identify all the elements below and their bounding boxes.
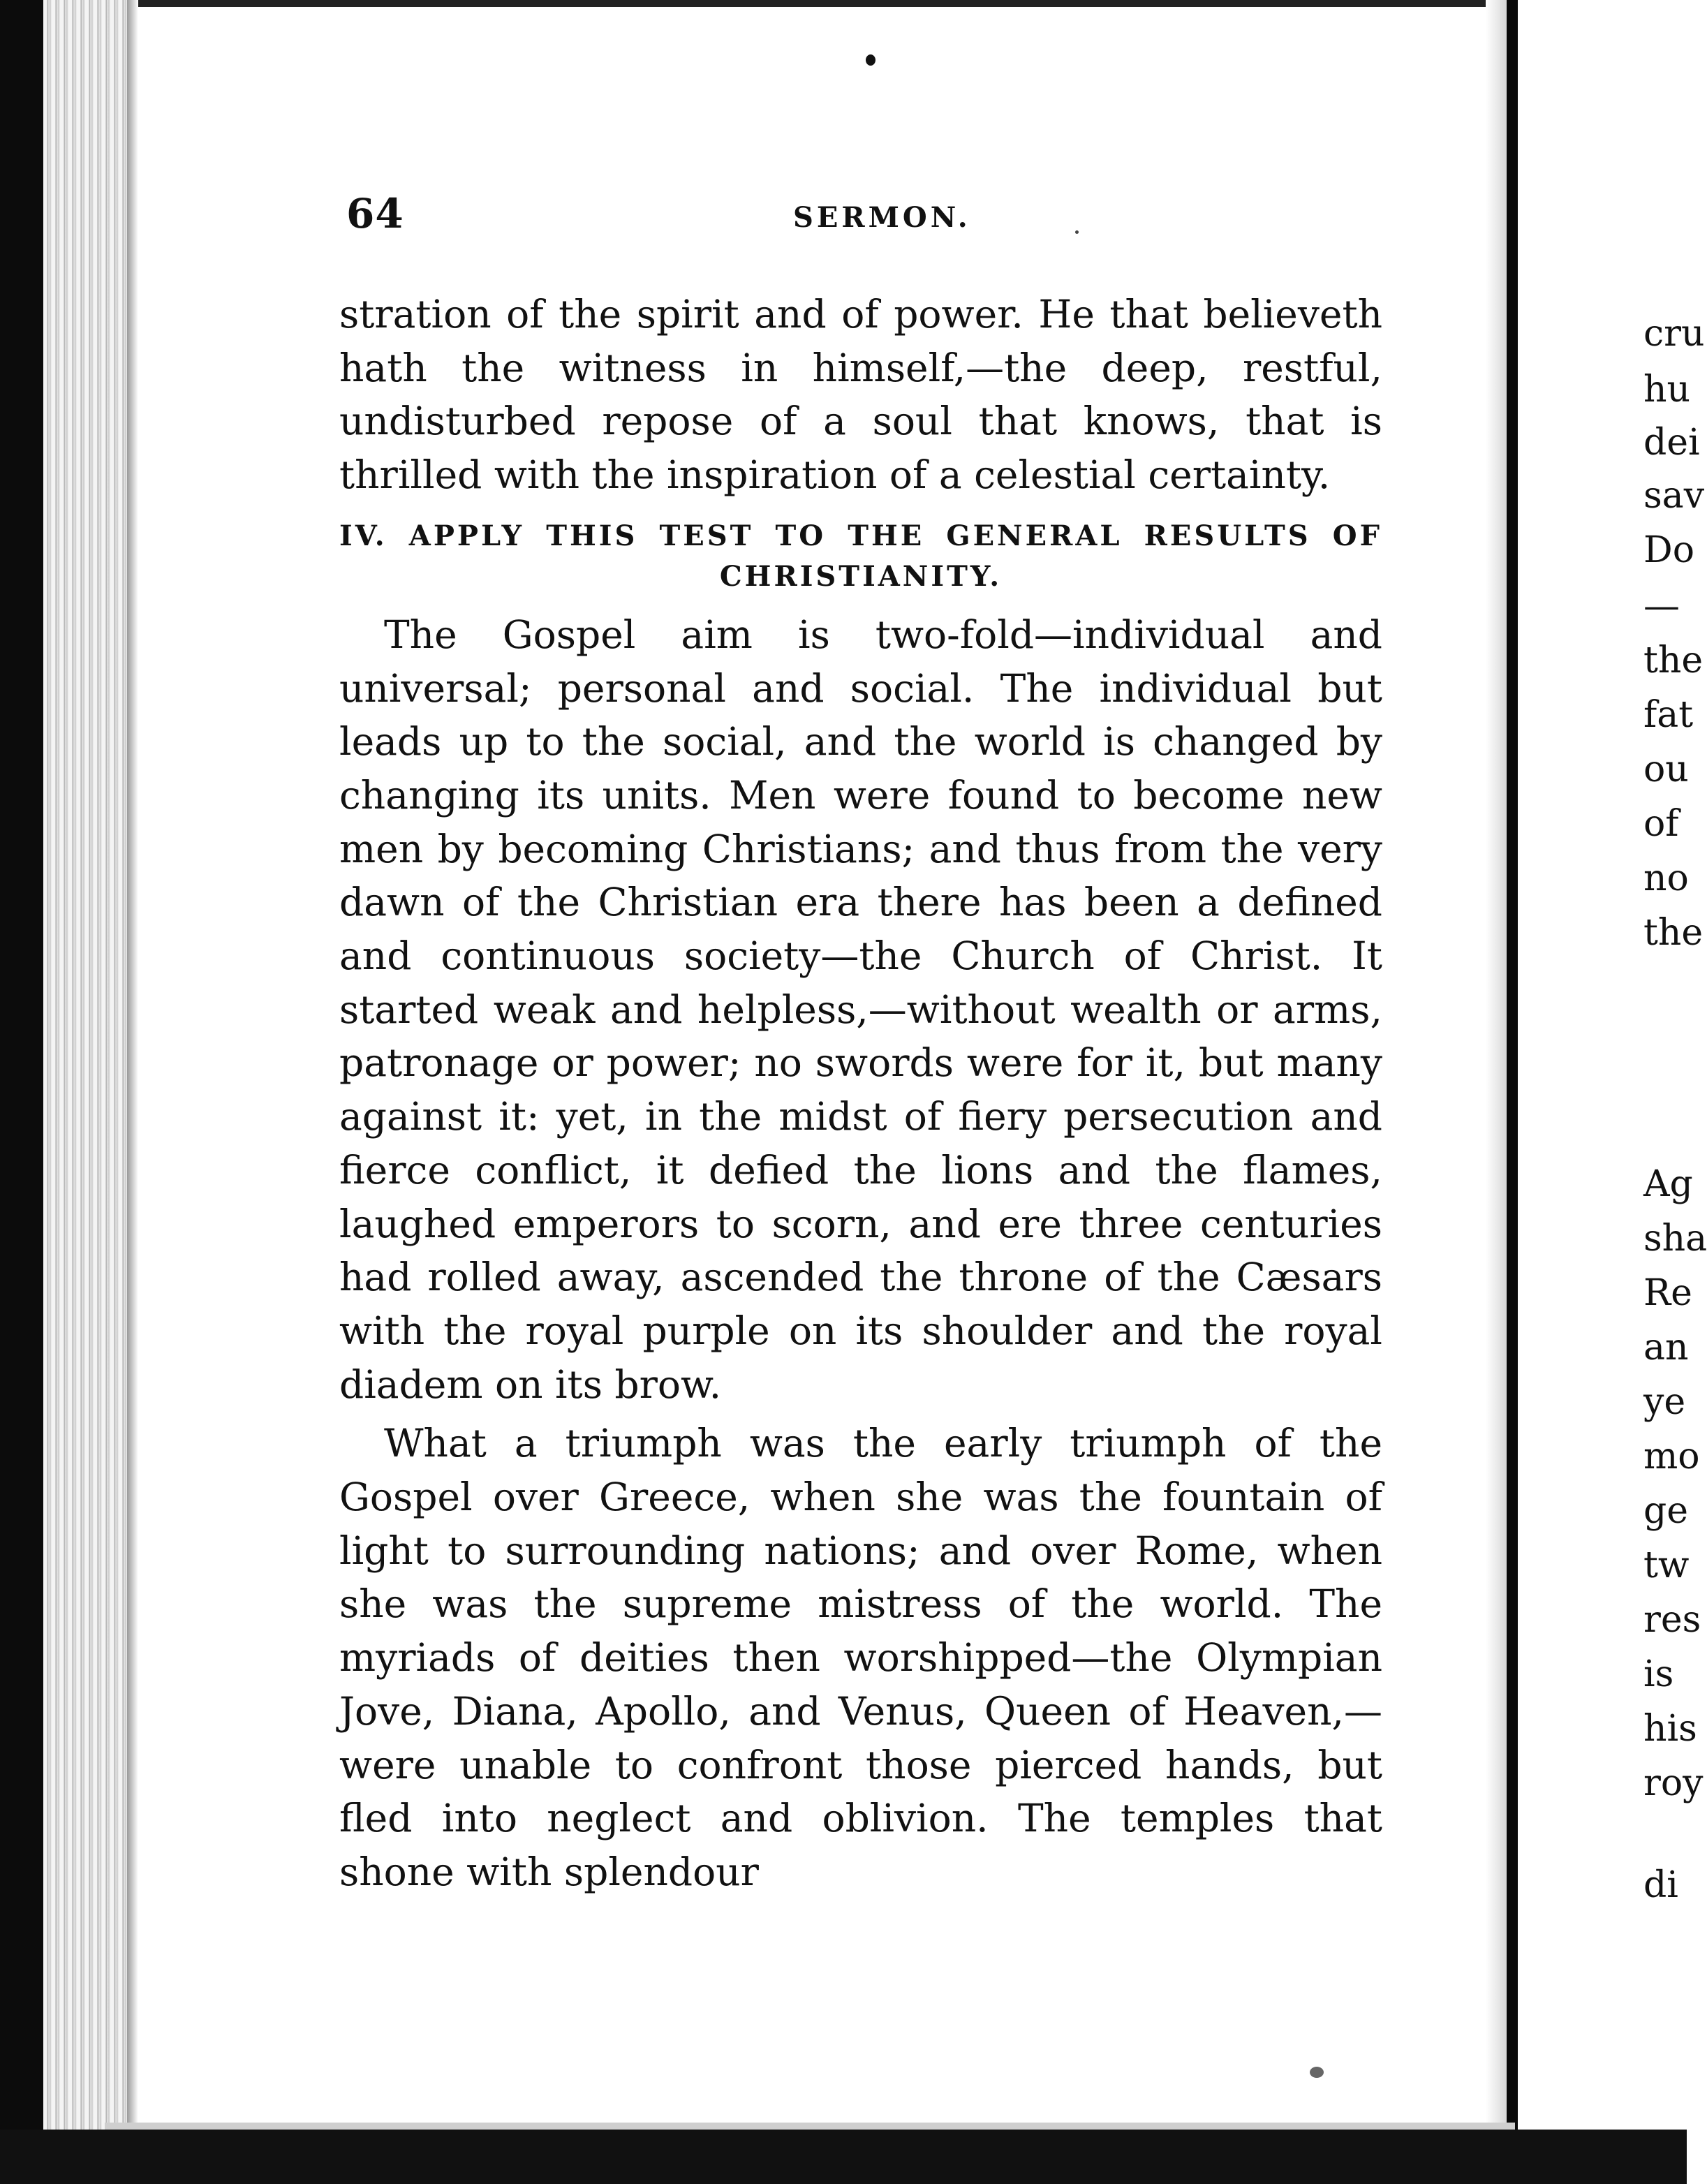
ink-speck bbox=[1075, 230, 1079, 234]
facing-page-fragment: no bbox=[1643, 857, 1689, 899]
facing-page-fragment: — bbox=[1643, 585, 1680, 627]
book-gutter bbox=[1507, 0, 1518, 2137]
facing-page-fragment: Do bbox=[1643, 529, 1694, 571]
facing-page-fragment: is bbox=[1643, 1653, 1674, 1695]
facing-page-fragment: Re bbox=[1643, 1272, 1692, 1314]
facing-page-fragment: tw bbox=[1643, 1544, 1690, 1586]
paragraph: What a triumph was the early triumph of the Gospel over Greece, when she was the fountain of light to surrounding nations; and over Rome, when she was the supreme mistress of the world. The myriads of deities then worshipped—the Olympian Jove, Diana, Apollo, and Venus, Queen of Heaven,—were unable to confront those pierced hands, but fled into neglect and oblivion. The temples that shone with splendour bbox=[339, 1421, 1382, 1894]
section-heading bbox=[339, 516, 1382, 597]
facing-page-fragment: dei bbox=[1643, 422, 1700, 464]
facing-page-fragment: Ag bbox=[1643, 1163, 1693, 1205]
facing-page-fragment: fat bbox=[1643, 694, 1694, 736]
facing-page-fragment: sha bbox=[1643, 1218, 1707, 1260]
facing-page-fragment: sav bbox=[1643, 475, 1705, 517]
gutter-shadow bbox=[1486, 0, 1507, 2137]
opening-paragraph: stration of the spirit and of power. He that believeth hath the witness in himself,—the deep, restful, undisturbed repose of a soul that knows, that is thrilled with the inspiration of a celestial certainty. bbox=[339, 292, 1382, 498]
page-edge-shadow bbox=[127, 0, 138, 2137]
ink-speck bbox=[866, 54, 875, 66]
main-text bbox=[339, 288, 1382, 1899]
facing-page-fragment: an bbox=[1643, 1327, 1689, 1368]
scan-top-border bbox=[0, 0, 1687, 7]
ink-smudge bbox=[1310, 2067, 1324, 2078]
facing-page-fragment: roy bbox=[1643, 1762, 1704, 1804]
facing-page-fragment: his bbox=[1643, 1708, 1697, 1750]
facing-page-fragment: res bbox=[1643, 1599, 1701, 1641]
facing-page-fragment: ye bbox=[1643, 1381, 1686, 1423]
page-edges bbox=[43, 0, 134, 2137]
facing-page-fragment: ou bbox=[1643, 748, 1689, 790]
paragraph-gap bbox=[339, 1411, 1382, 1417]
scan-left-border bbox=[0, 0, 43, 2184]
facing-page-fragment: hu bbox=[1643, 369, 1690, 411]
facing-page-fragment: di bbox=[1643, 1864, 1678, 1906]
facing-page-fragment: of bbox=[1643, 803, 1679, 845]
section-heading-line1: IV. APPLY THIS TEST TO THE GENERAL RESULTS OF bbox=[339, 519, 1382, 552]
scan-bottom-border bbox=[0, 2130, 1687, 2184]
facing-page-fragment: cru bbox=[1643, 313, 1705, 355]
page-number: 64 bbox=[346, 190, 404, 237]
paragraph: The Gospel aim is two-fold—individual and universal; personal and social. The individual but leads up to the social, and the world is changed by changing its units. Men were found to become new men by becoming Christians; and thus from the very dawn of the Christian era there has been a defined and continuous society—the Church of Christ. It started weak and helpless,—without wealth or arms, patronage or power; no swords were for it, but many against it: yet, in the midst of fiery persecution and fierce conflict, it defied the lions and the flames, laughed emperors to scorn, and ere three centuries had rolled away, ascended the throne of the Cæsars with the royal purple on its shoulder and the royal diadem on its brow. bbox=[339, 612, 1382, 1407]
facing-page-fragment: mo bbox=[1643, 1436, 1700, 1477]
facing-page-fragment: ge bbox=[1643, 1490, 1689, 1532]
facing-page-fragment: the bbox=[1643, 640, 1704, 681]
section-heading-line2: CHRISTIANITY. bbox=[719, 559, 1003, 593]
running-head: SERMON. bbox=[793, 201, 971, 234]
facing-page-fragment: the bbox=[1643, 912, 1704, 954]
